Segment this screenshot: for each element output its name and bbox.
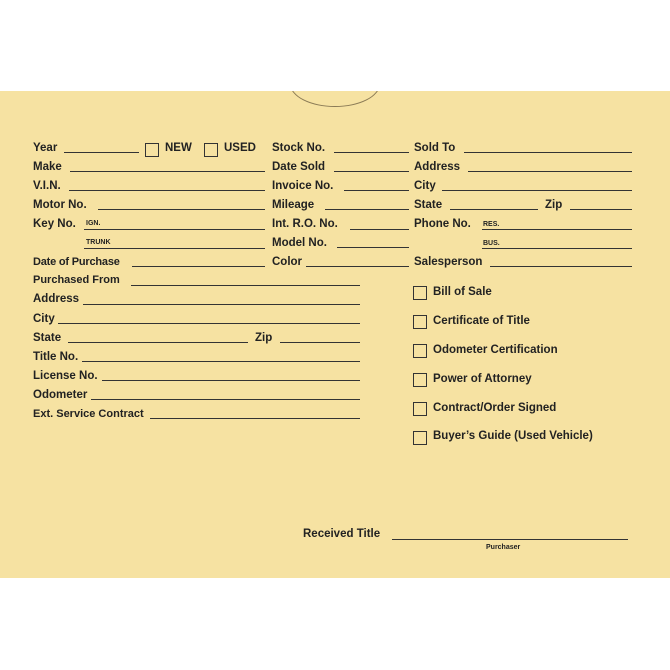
zip-field[interactable]: [570, 209, 632, 210]
motor-no-field[interactable]: [98, 209, 265, 210]
date-sold-field[interactable]: [334, 171, 409, 172]
address-label: Address: [414, 161, 461, 173]
sold-to-label: Sold To: [414, 142, 456, 154]
license-no-field[interactable]: [102, 380, 360, 381]
key-trunk-field[interactable]: [84, 248, 265, 249]
color-field[interactable]: [306, 266, 409, 267]
purchased-from-label: Purchased From: [33, 274, 120, 286]
city-label: City: [414, 180, 436, 192]
mileage-field[interactable]: [325, 209, 409, 210]
received-title-label: Received Title: [303, 528, 381, 540]
odometer-field[interactable]: [91, 399, 360, 400]
make-field[interactable]: [70, 171, 265, 172]
certificate-of-title-checkbox[interactable]: [413, 315, 427, 329]
purchased-from-field[interactable]: [131, 285, 360, 286]
odometer-label: Odometer: [33, 389, 88, 401]
purchase-state-field[interactable]: [68, 342, 248, 343]
certificate-of-title-label: Certificate of Title: [433, 315, 530, 327]
purchase-address-field[interactable]: [83, 304, 360, 305]
bill-of-sale-label: Bill of Sale: [433, 286, 492, 298]
bill-of-sale-checkbox[interactable]: [413, 286, 427, 300]
power-of-attorney-label: Power of Attorney: [433, 373, 532, 385]
purchase-address-label: Address: [33, 293, 80, 305]
contract-order-signed-label: Contract/Order Signed: [433, 402, 557, 414]
purchaser-caption: Purchaser: [486, 544, 521, 551]
power-of-attorney-checkbox[interactable]: [413, 373, 427, 387]
trunk-label: TRUNK: [86, 239, 111, 246]
buyers-guide-label: Buyer’s Guide (Used Vehicle): [433, 430, 593, 442]
purchase-zip-field[interactable]: [280, 342, 360, 343]
color-label: Color: [272, 256, 303, 268]
key-no-label: Key No.: [33, 218, 76, 230]
new-checkbox[interactable]: [145, 143, 159, 157]
used-checkbox[interactable]: [204, 143, 218, 157]
salesperson-field[interactable]: [490, 266, 632, 267]
salesperson-label: Salesperson: [414, 256, 483, 268]
date-sold-label: Date Sold: [272, 161, 326, 173]
stock-no-label: Stock No.: [272, 142, 326, 154]
ign-label: IGN.: [86, 220, 101, 227]
mileage-label: Mileage: [272, 199, 315, 211]
state-field[interactable]: [450, 209, 538, 210]
title-no-field[interactable]: [82, 361, 360, 362]
year-field[interactable]: [64, 152, 139, 153]
invoice-no-label: Invoice No.: [272, 180, 334, 192]
date-of-purchase-label: Date of Purchase: [33, 256, 120, 268]
city-field[interactable]: [442, 190, 632, 191]
new-label: NEW: [165, 142, 192, 154]
invoice-no-field[interactable]: [344, 190, 409, 191]
contract-order-signed-checkbox[interactable]: [413, 402, 427, 416]
thumb-cut-arc: [290, 91, 380, 107]
envelope-background: [0, 91, 670, 578]
key-ign-field[interactable]: [84, 229, 265, 230]
received-title-signature-field[interactable]: [392, 539, 628, 540]
model-no-label: Model No.: [272, 237, 327, 249]
sold-to-field[interactable]: [464, 152, 632, 153]
ext-service-contract-label: Ext. Service Contract: [33, 408, 144, 420]
purchase-state-label: State: [33, 332, 62, 344]
purchase-zip-label: Zip: [255, 332, 273, 344]
odometer-certification-checkbox[interactable]: [413, 344, 427, 358]
res-label: RES.: [483, 221, 500, 228]
make-label: Make: [33, 161, 62, 173]
odometer-certification-label: Odometer Certification: [433, 344, 558, 356]
phone-no-label: Phone No.: [414, 218, 471, 230]
model-no-field[interactable]: [337, 247, 409, 248]
purchase-city-label: City: [33, 313, 55, 325]
ext-service-contract-field[interactable]: [150, 418, 360, 419]
int-ro-no-label: Int. R.O. No.: [272, 218, 338, 230]
vin-field[interactable]: [69, 190, 265, 191]
bus-label: BUS.: [483, 240, 500, 247]
motor-no-label: Motor No.: [33, 199, 87, 211]
phone-res-field[interactable]: [482, 229, 632, 230]
year-label: Year: [33, 142, 58, 154]
license-no-label: License No.: [33, 370, 98, 382]
address-field[interactable]: [468, 171, 632, 172]
phone-bus-field[interactable]: [482, 248, 632, 249]
vin-label: V.I.N.: [33, 180, 61, 192]
zip-label: Zip: [545, 199, 563, 211]
date-of-purchase-field[interactable]: [132, 266, 265, 267]
int-ro-no-field[interactable]: [350, 229, 409, 230]
used-label: USED: [224, 142, 256, 154]
buyers-guide-checkbox[interactable]: [413, 431, 427, 445]
state-label: State: [414, 199, 443, 211]
stock-no-field[interactable]: [334, 152, 409, 153]
title-no-label: Title No.: [33, 351, 79, 363]
purchase-city-field[interactable]: [58, 323, 360, 324]
